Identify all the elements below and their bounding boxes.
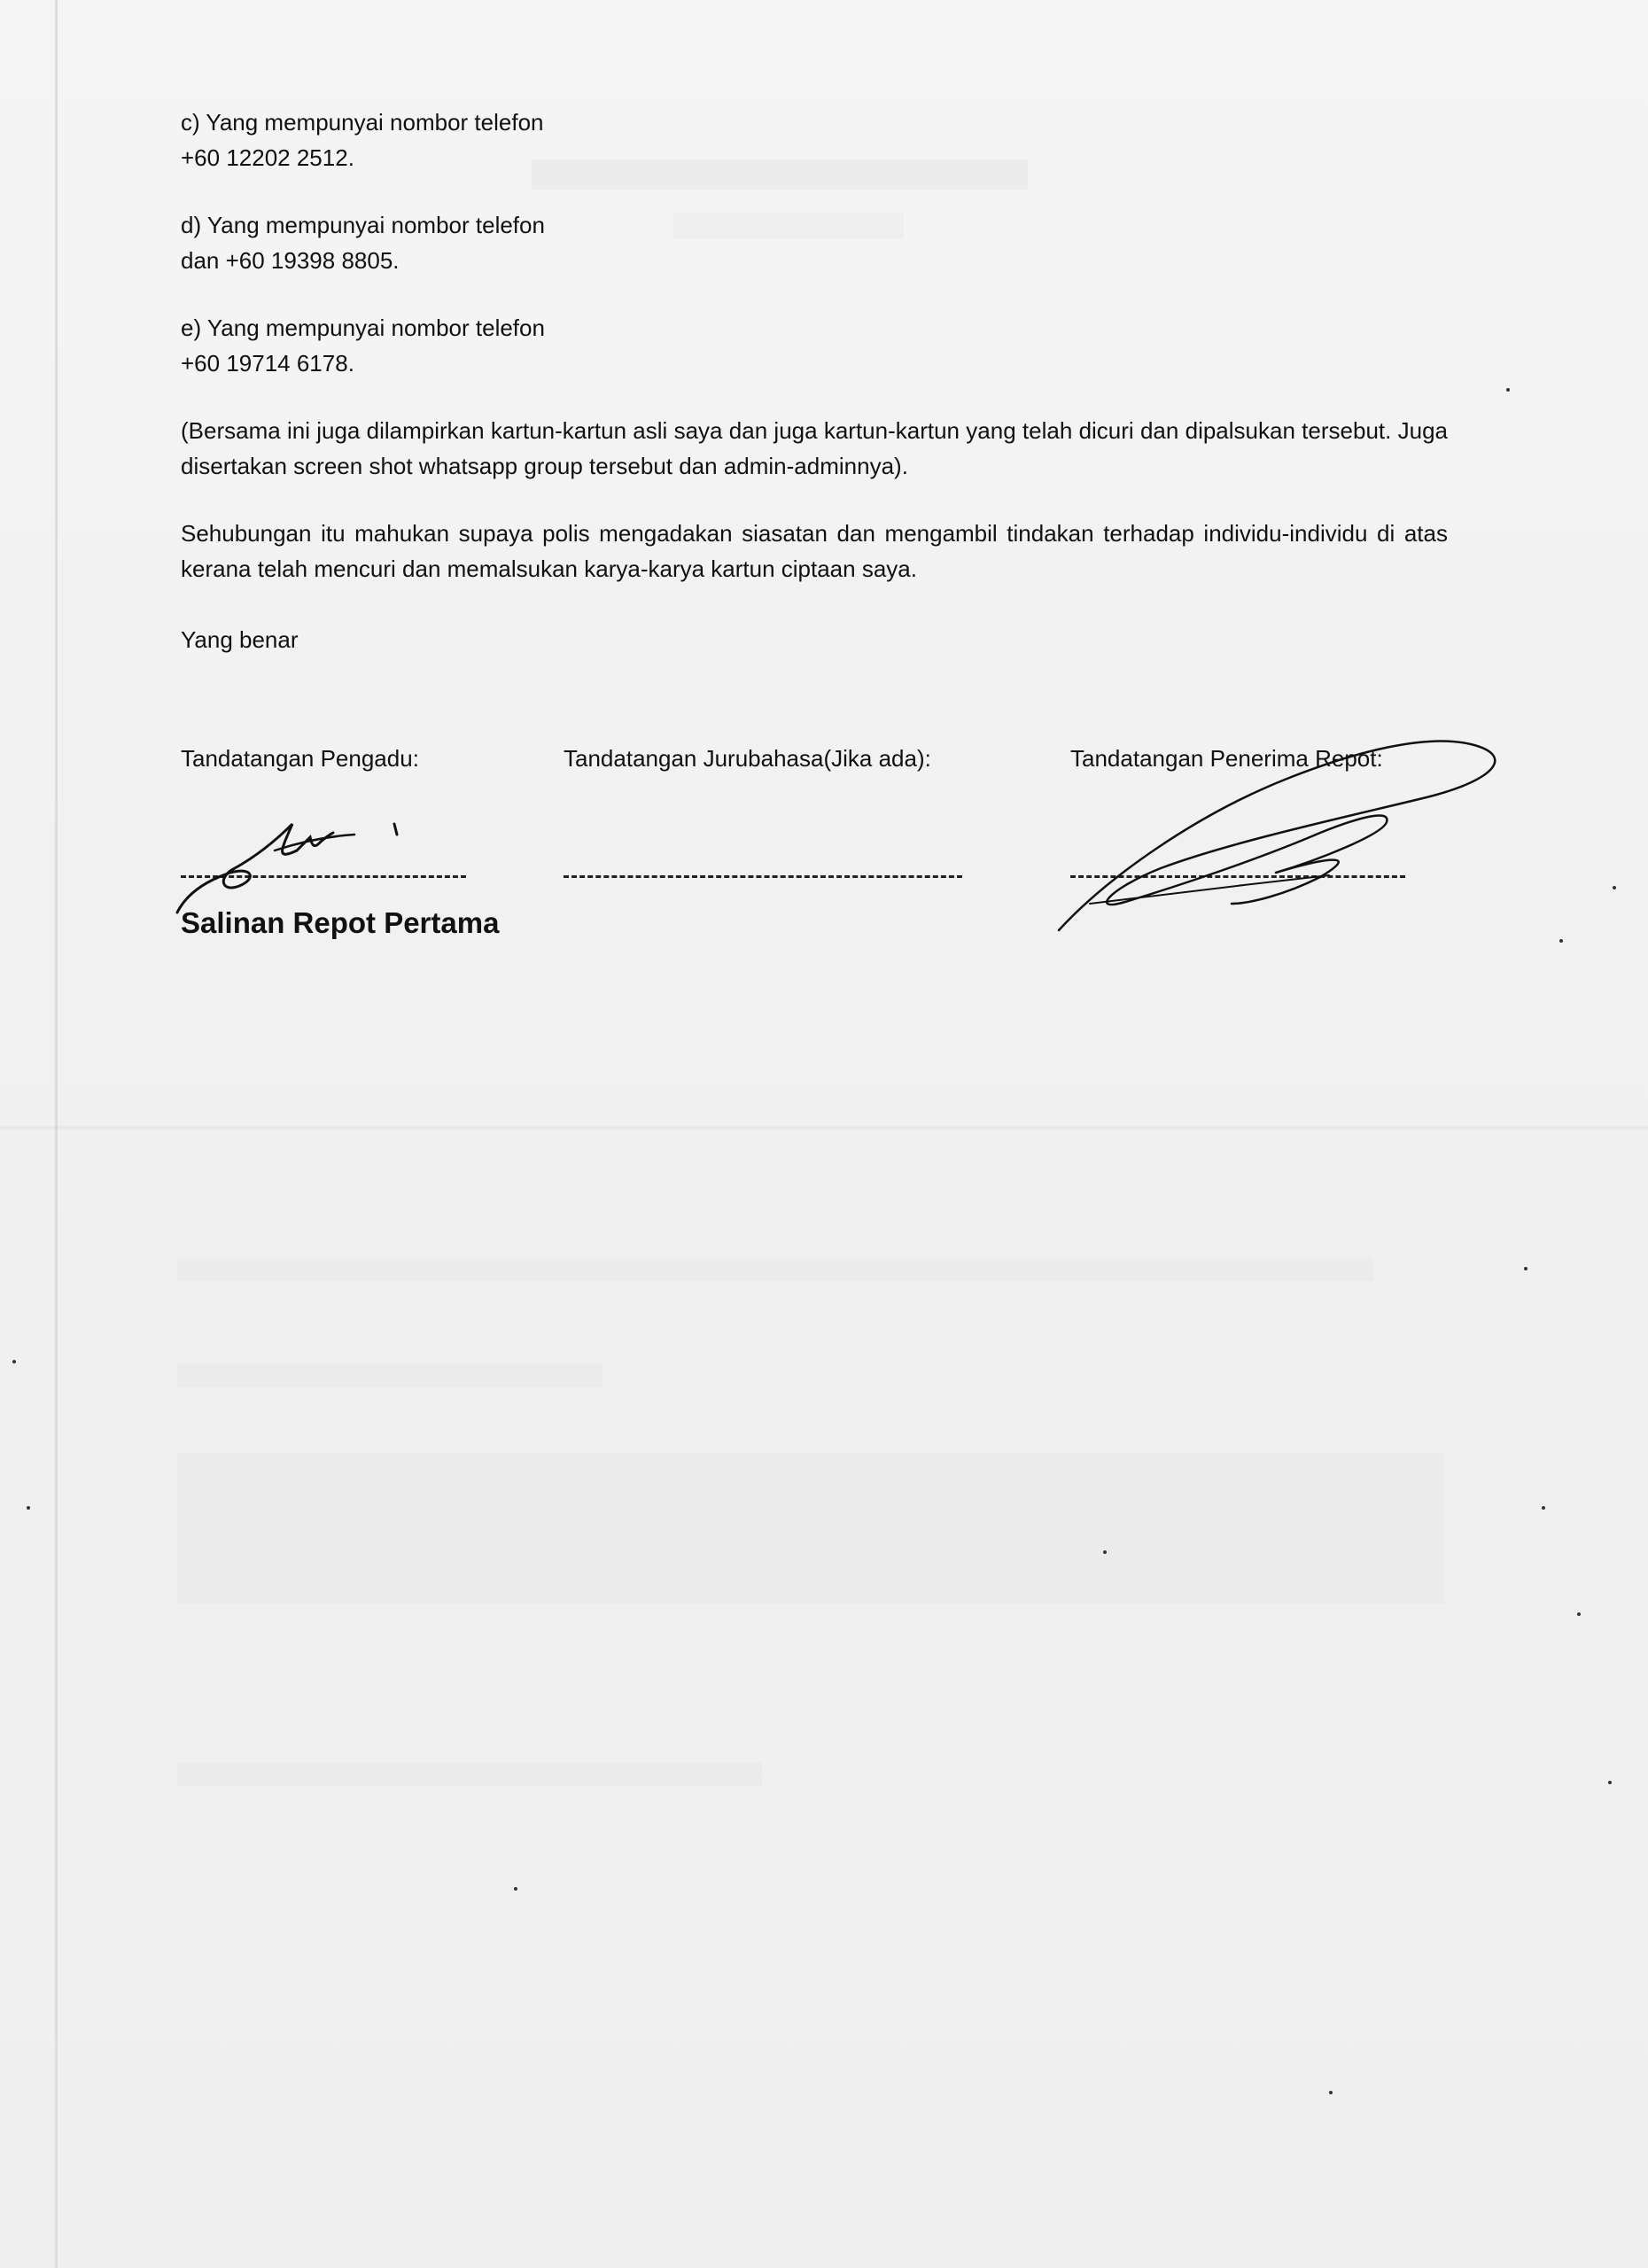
complainant-signature bbox=[168, 797, 434, 921]
contact-c-phone: +60 12202 2512. bbox=[181, 144, 354, 171]
receiver-signature-label: Tandatangan Penerima Repot: bbox=[1070, 745, 1383, 772]
request-paragraph: Sehubungan itu mahukan supaya polis mengadakan siasatan dan mengambil tindakan terhadap individu-individu di atas kerana telah mencuri dan memalsukan karya-karya kartun ciptaan saya. bbox=[181, 520, 1448, 582]
contact-d-line1: d) Yang mempunyai nombor telefon bbox=[181, 212, 545, 238]
interpreter-signature-label: Tandatangan Jurubahasa(Jika ada): bbox=[564, 745, 931, 772]
contact-c-line1: c) Yang mempunyai nombor telefon bbox=[181, 109, 544, 136]
complainant-signature-label: Tandatangan Pengadu: bbox=[181, 745, 419, 772]
closing-text: Yang benar bbox=[181, 626, 299, 653]
page-edge-shadow bbox=[55, 0, 58, 2268]
contact-e-phone: +60 19714 6178. bbox=[181, 350, 354, 377]
receiver-signature bbox=[1054, 726, 1515, 939]
copy-label: Salinan Repot Pertama bbox=[181, 906, 500, 939]
interpreter-signature-line bbox=[564, 875, 962, 878]
attachment-note: (Bersama ini juga dilampirkan kartun-kartun asli saya dan juga kartun-kartun yang telah dicuri dan dipalsukan tersebut. Juga disertakan screen shot whatsapp group tersebut dan admin-adminnya). bbox=[181, 417, 1448, 479]
contact-e-line1: e) Yang mempunyai nombor telefon bbox=[181, 315, 545, 341]
paper-fold-crease bbox=[0, 1125, 1648, 1130]
contact-d-phone: dan +60 19398 8805. bbox=[181, 247, 400, 274]
